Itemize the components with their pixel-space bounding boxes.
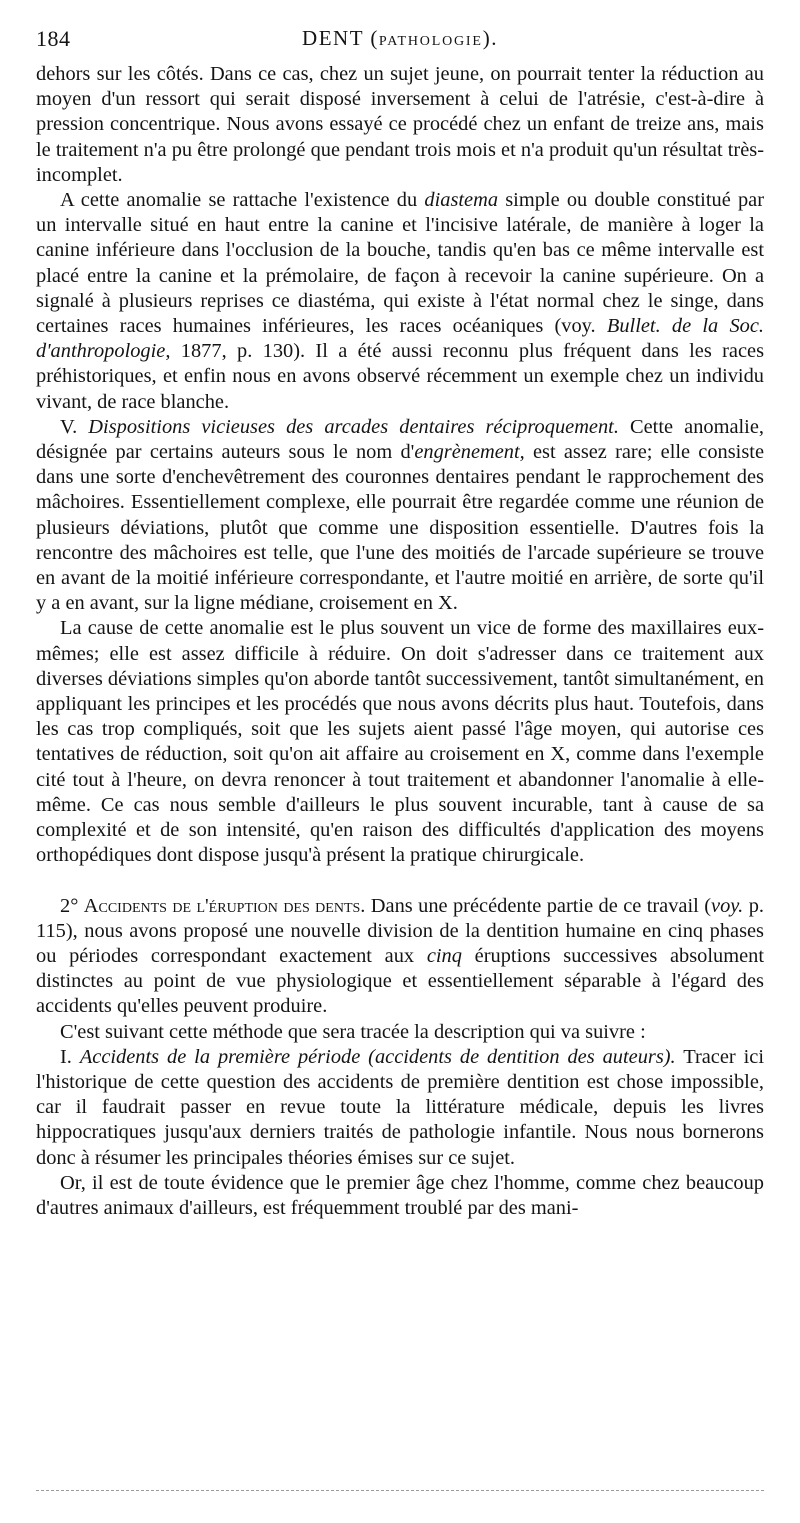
term-engrenement: engrènement, — [414, 441, 525, 464]
section-heading-eruption: Accidents de l'éruption des dents. — [83, 894, 366, 917]
term-cinq: cinq — [426, 944, 462, 967]
section-heading-period-one: Accidents de la première période (accidents de dentition des auteurs). — [79, 1045, 676, 1068]
section-number-2: 2° — [60, 894, 84, 917]
p2-text-e: 1877, p. 130). Il a été aussi reconnu plus fréquent dans les races préhistoriques, et enfin nous en avons observé récemment un exemple chez un individu vivant, de race blanche. — [36, 340, 764, 413]
p7-text-c: Tracer ici l'historique de cette question des accidents de première dentition est chose impossible, car il faudrait passer en revue toute la littérature médicale, depuis les livres hippocratiques jusqu'aux derniers traités de pathologie infantile. Nous nous bornerons donc à résumer les principales théories émises sur ce sujet. — [36, 1045, 764, 1169]
p3-text-e: est assez rare; elle consiste dans une sorte d'enchevêtrement des couronnes dentaires pendant le rapprochement des mâchoires. Essentiellement complexe, elle pourrait être regardée comme une réunion de plusieurs déviations, plutôt que comme une disposition essentielle. D'autres fois la rencontre des mâchoires est telle, que l'une des moitiés de l'arcade supérieure se trouve en avant de la moitié inférieure correspondante, et l'autre moitié en arrière, de sorte qu'il y a en avant, sur la ligne médiane, croisement en X. — [36, 441, 764, 615]
section-heading-v: Dispositions vicieuses des arcades dentaires réciproquement. — [88, 415, 619, 438]
paragraph-diastema — [36, 188, 764, 415]
paragraph-cause: La cause de cette anomalie est le plus souvent un vice de forme des maxillaires eux-mêmes; elle est assez difficile à réduire. On doit s'adresser dans ce traitement aux diverses déviations simples qu'on aborde tantôt successivement, tantôt simultanément, en appliquant les principes et les procédés que nous avons décrits plus haut. Toutefois, dans les cas trop compliqués, soit que les sujets aient passé l'âge moyen, qui autorise ces tentatives de réduction, soit qu'on ait affaire au croisement en X, comme dans l'exemple cité tout à l'heure, on devra renoncer à tout traitement et abandonner l'anomalie à elle-même. Ce cas nous semble d'ailleurs le plus souvent incurable, tant à cause de sa complexité et de son intensité, qu'en raison des difficultés d'application des moyens orthopédiques dont dispose jusqu'à présent la pratique chirurgicale. — [36, 617, 764, 867]
running-head-main: DENT ( — [302, 26, 379, 50]
paragraph-eruption-accidents — [36, 894, 764, 1020]
p2-text-a: A cette anomalie se rattache l'existence du — [60, 189, 425, 212]
citation-bulletin: Bullet. de la Soc. d'anthropologie, — [36, 315, 765, 363]
running-head-end: ). — [482, 26, 498, 50]
paragraph-method: C'est suivant cette méthode que sera tracée la description qui va suivre : — [60, 1020, 646, 1043]
running-head — [36, 26, 764, 51]
paragraph-section-v — [36, 415, 764, 617]
page-number: 184 — [36, 26, 71, 51]
section-numeral-v: V. — [60, 415, 89, 438]
page-body — [36, 62, 764, 1221]
running-head-subject: PATHOLOGIE — [378, 34, 483, 49]
p3-text-c: Cette anomalie, désignée par certains auteurs sous le nom d' — [36, 415, 764, 464]
p5-text-c: Dans une précédente partie de ce travail ( — [365, 894, 712, 917]
section-numeral-i: I. — [60, 1045, 80, 1068]
p5-text-e: p. 115), nous avons proposé une nouvelle division de la dentition humaine en cinq phases ou périodes correspondant exactement aux — [36, 894, 765, 967]
abbrev-voy: voy. — [711, 894, 744, 917]
paragraph-continuation: dehors sur les côtés. Dans ce cas, chez un sujet jeune, on pourrait tenter la réduction au moyen d'un ressort qui serait disposé inversement à celui de l'atrésie, c'est-à-dire à pression concentrique. Nous avons essayé ce procédé chez un enfant de treize ans, mais le traitement n'a pu être prolongé que pendant trois mois et n'a produit qu'un résultat très-incomplet. — [36, 63, 764, 186]
p2-text-c: simple ou double constitué par un intervalle situé en haut entre la canine et l'incisive latérale, de manière à loger la canine inférieure dans l'occlusion de la bouche, tandis qu'en bas ce même intervalle est placé entre la canine et la prémolaire, de façon à recevoir la canine supérieure. On a signalé à plusieurs reprises ce diastéma, qui existe à l'état normal chez le singe, dans certaines races humaines inférieures, les races océaniques (voy. — [36, 189, 764, 338]
paragraph-period-one — [36, 1045, 764, 1171]
p5-text-g: éruptions successives absolument distinctes au point de vue physiologique et essentiellement séparable à l'égard des accidents qu'elles peuvent produire. — [36, 944, 765, 1018]
page-header — [36, 26, 764, 60]
footer-divider — [36, 1490, 764, 1491]
paragraph-first-age: Or, il est de toute évidence que le premier âge chez l'homme, comme chez beaucoup d'autres animaux d'ailleurs, est fréquemment troublé par des mani- — [36, 1171, 764, 1219]
term-diastema: diastema — [424, 189, 499, 212]
